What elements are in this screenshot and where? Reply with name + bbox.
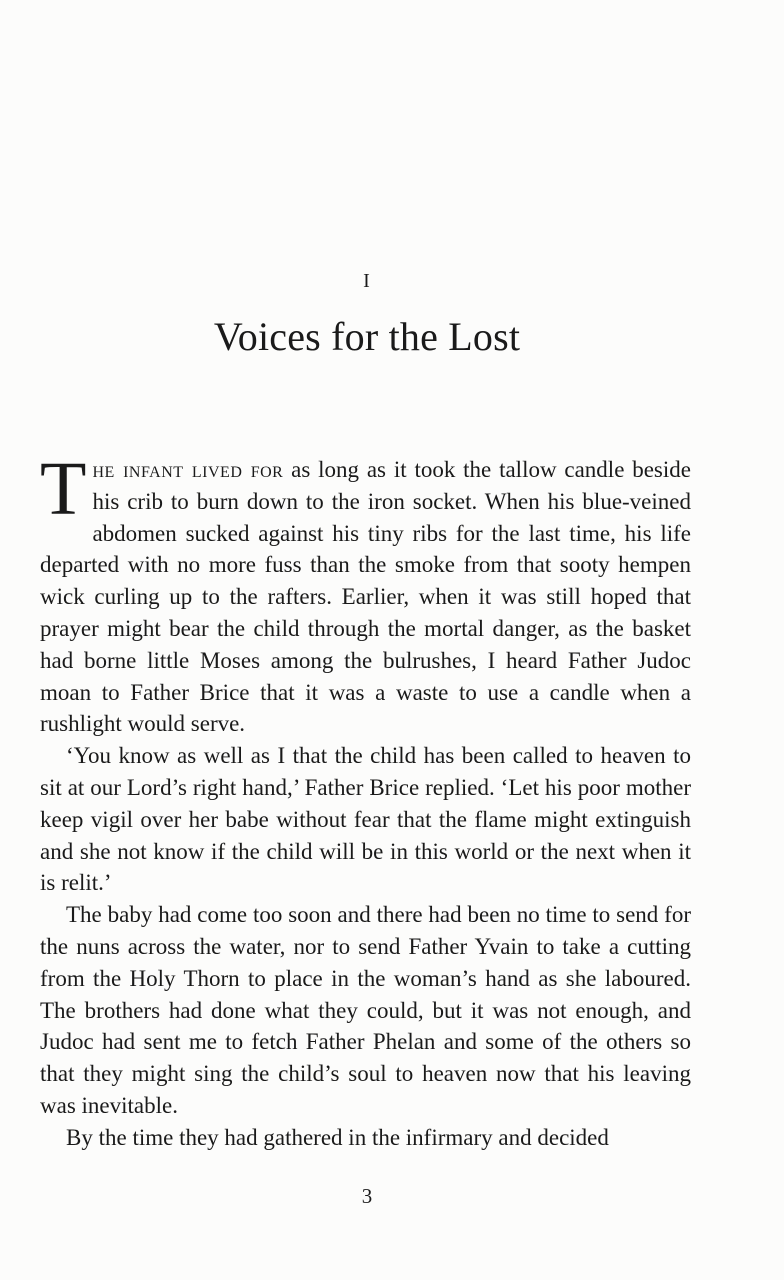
page-number: 3 [361,1184,373,1208]
drop-cap: T [40,447,87,531]
chapter-title: Voices for the Lost [213,314,521,359]
paragraph-1-text: as long as it took the tallow candle beside his crib to burn down to the iron socket. When his blue-veined abdomen sucked against his tiny ribs for the last time, his life departed with no more fuss than the smoke from that sooty hempen wick curling up to the rafters. Earlier, when it was still hoped that prayer might bear the child through the mortal danger, as the basket had borne little Moses among the bulrushes, I heard Father Judoc moan to Father Brice that it was a waste to use a candle when a rushlight would serve. [40,457,691,737]
paragraph-4: By the time they had gathered in the infirmary and decided [66,1124,609,1150]
paragraph-3: The baby had come too soon and there had been no time to send for the nuns across the water, nor to send Father Yvain to take a cutting from the Holy Thorn to place in the woman’s hand as she laboured. The brothers had done what they could, but it was not enough, and Judoc had sent me to fetch Father Phelan and some of the others so that they might sing the child’s soul to heaven now that his leaving was inevitable. [40,902,691,1118]
chapter-number: I [363,270,371,292]
paragraph-2: ‘You know as well as I that the child has been called to heaven to sit at our Lord’s right hand,’ Father Brice replied. ‘Let his poor mother keep vigil over her babe without fear that the flame might extinguish and she not know if the child will be in this world or the next when it is relit.’ [40,743,691,896]
lead-in-smallcaps: he infant lived for [92,457,284,482]
chapter-body [40,447,691,1154]
paragraph-1 [40,447,691,740]
